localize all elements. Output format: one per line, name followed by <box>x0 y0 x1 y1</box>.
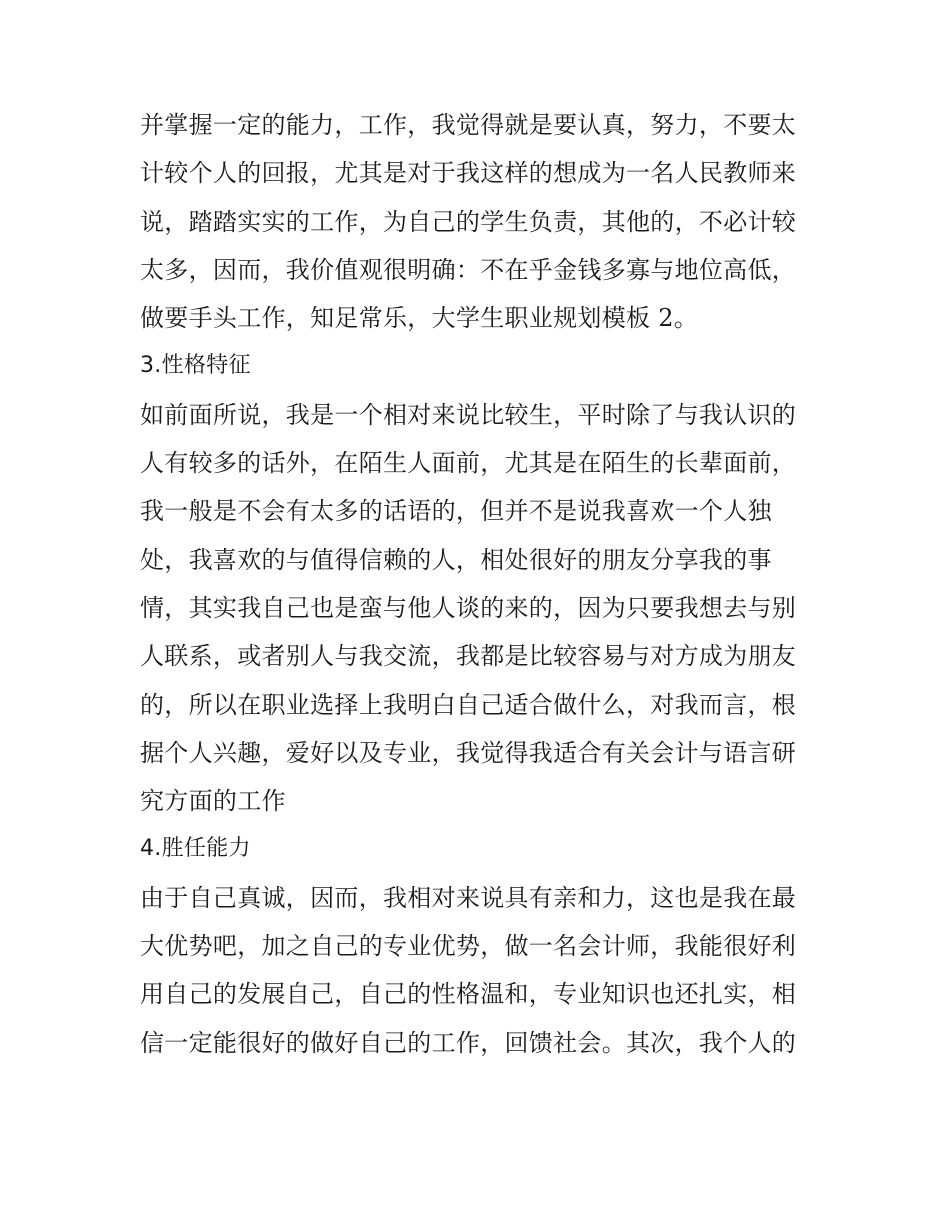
text-line: 太多，因而，我价值观很明确：不在乎金钱多寡与地位高低， <box>140 255 797 284</box>
text-line: 处，我喜欢的与值得信赖的人，相处很好的朋友分享我的事 <box>140 545 772 574</box>
text-line: 人联系，或者别人与我交流，我都是比较容易与对方成为朋友 <box>140 642 797 671</box>
text-line: 大优势吧，加之自己的专业优势，做一名会计师，我能很好利 <box>140 932 797 961</box>
text-line: 由于自己真诚，因而，我相对来说具有亲和力，这也是我在最 <box>140 883 797 912</box>
text-line: 计较个人的回报，尤其是对于我这样的想成为一名人民教师来 <box>140 159 797 188</box>
paragraph-competence <box>140 874 820 1067</box>
text-line: 信一定能很好的做好自己的工作，回馈社会。其次，我个人的 <box>140 1028 797 1057</box>
text-line: 的，所以在职业选择上我明白自己适合做什么，对我而言，根 <box>140 690 797 719</box>
section-heading-personality: 3.性格特征 <box>140 353 251 379</box>
section-heading-competence: 4.胜任能力 <box>140 836 251 862</box>
paragraph-personality <box>140 391 820 826</box>
text-line: 说，踏踏实实的工作，为自己的学生负责，其他的，不必计较 <box>140 207 797 236</box>
text-line: 究方面的工作 <box>140 787 286 816</box>
document-body <box>140 101 820 1067</box>
text-line: 如前面所说，我是一个相对来说比较生，平时除了与我认识的 <box>140 400 797 429</box>
text-line: 人有较多的话外，在陌生人面前，尤其是在陌生的长辈面前， <box>140 449 797 478</box>
paragraph-values <box>140 101 820 342</box>
text-line: 情，其实我自己也是蛮与他人谈的来的，因为只要我想去与别 <box>140 593 797 622</box>
text-line: 我一般是不会有太多的话语的，但并不是说我喜欢一个人独 <box>140 497 772 526</box>
text-line: 并掌握一定的能力，工作，我觉得就是要认真，努力，不要太 <box>140 111 797 139</box>
text-line: 做要手头工作，知足常乐，大学生职业规划模板 2。 <box>140 304 699 333</box>
text-line: 据个人兴趣，爱好以及专业，我觉得我适合有关会计与语言研 <box>140 738 797 767</box>
text-line: 用自己的发展自己，自己的性格温和，专业知识也还扎实，相 <box>140 980 797 1009</box>
